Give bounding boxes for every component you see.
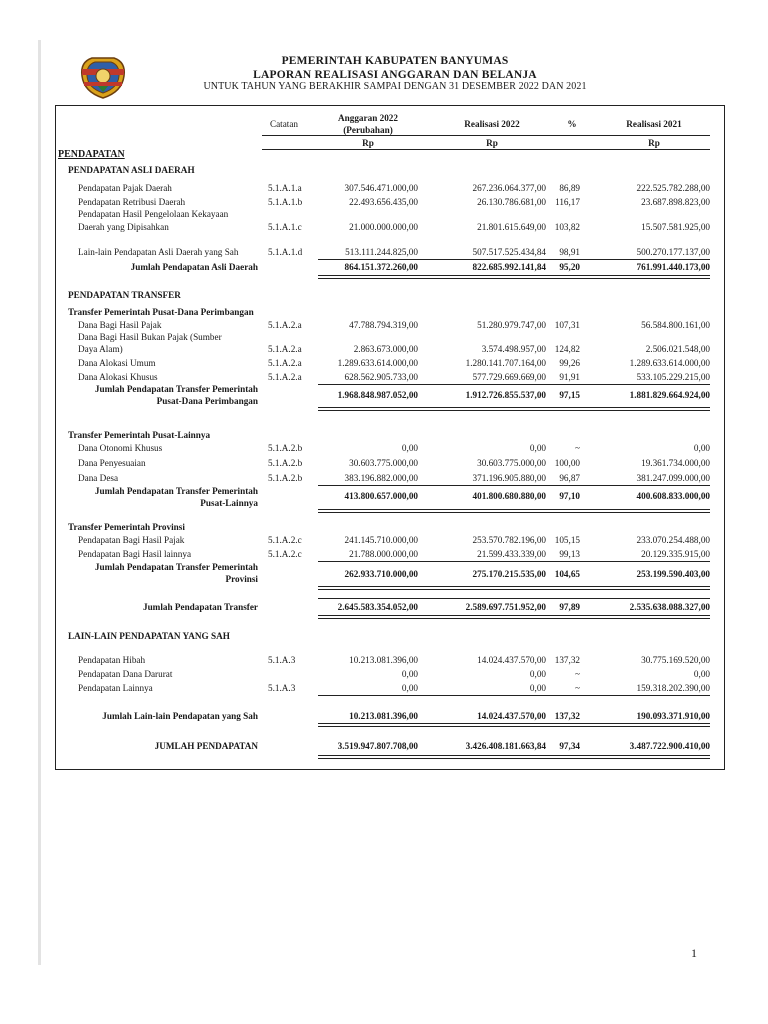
subtotal-label: Jumlah Pendapatan Transfer Pemerintah bbox=[94, 562, 258, 572]
row-realisasi-2022: 0,00 bbox=[529, 669, 546, 679]
header-report-title: LAPORAN REALISASI ANGGARAN DAN BELANJA bbox=[253, 69, 537, 81]
section-tp-provinsi: Transfer Pemerintah Provinsi bbox=[68, 522, 185, 532]
section-tp-lainnya: Transfer Pemerintah Pusat-Lainnya bbox=[68, 430, 211, 440]
subtotal-anggaran: 1.968.848.987.052,00 bbox=[337, 390, 418, 400]
subtotal-realisasi-2021: 190.093.371.910,00 bbox=[636, 711, 710, 721]
row-label: Pendapatan Hasil Pengelolaan Kekayaan bbox=[78, 209, 229, 219]
row-anggaran: 0,00 bbox=[401, 683, 418, 693]
row-label: Pendapatan Retribusi Daerah bbox=[78, 197, 186, 207]
row-percent: 86,89 bbox=[559, 183, 580, 193]
row-anggaran: 0,00 bbox=[401, 443, 418, 453]
subtotal-percent: 97,10 bbox=[559, 491, 580, 501]
row-realisasi-2022: 507.517.525.434,84 bbox=[472, 247, 546, 257]
row-realisasi-2021: 56.584.800.161,00 bbox=[641, 320, 710, 330]
subtotal-rule bbox=[318, 561, 710, 562]
subtotal-realisasi-2022: 822.685.992.141,84 bbox=[472, 262, 546, 272]
row-realisasi-2022: 3.574.498.957,00 bbox=[481, 344, 546, 354]
row-label: Dana Bagi Hasil Bukan Pajak (Sumber bbox=[78, 332, 222, 342]
subtotal-anggaran: 413.800.657.000,00 bbox=[344, 491, 418, 501]
section-pad: PENDAPATAN ASLI DAERAH bbox=[68, 165, 195, 175]
row-percent: 99,13 bbox=[559, 549, 580, 559]
total-transfer-realisasi-2022: 2.589.697.751.952,00 bbox=[465, 602, 546, 612]
grand-total-realisasi-2022: 3.426.408.181.663,84 bbox=[465, 741, 546, 751]
row-percent: ~ bbox=[575, 669, 580, 679]
subtotal-realisasi-2021: 1.881.829.664.924,00 bbox=[629, 390, 710, 400]
row-percent: 96,87 bbox=[559, 473, 580, 483]
col-header-catatan: Catatan bbox=[269, 119, 299, 129]
subtotal-double-rule bbox=[318, 275, 710, 279]
row-note: 5.1.A.2.c bbox=[268, 535, 302, 545]
subtotal-label: Jumlah Lain-lain Pendapatan yang Sah bbox=[102, 711, 258, 721]
col-header-realisasi-2021: Realisasi 2021 bbox=[626, 119, 682, 129]
col-unit-realisasi-2022: Rp bbox=[486, 138, 498, 148]
row-percent: 107,31 bbox=[554, 320, 580, 330]
row-realisasi-2021: 500.270.177.137,00 bbox=[636, 247, 710, 257]
row-percent: 99,26 bbox=[559, 358, 580, 368]
row-realisasi-2021: 20.129.335.915,00 bbox=[641, 549, 710, 559]
subtotal-anggaran: 262.933.710.000,00 bbox=[344, 569, 418, 579]
row-realisasi-2021: 233.070.254.488,00 bbox=[636, 535, 710, 545]
row-note: 5.1.A.2.a bbox=[268, 358, 302, 368]
row-label: Pendapatan Hibah bbox=[78, 655, 146, 665]
subtotal-percent: 104,65 bbox=[554, 569, 580, 579]
row-note: 5.1.A.2.c bbox=[268, 549, 302, 559]
subtotal-double-rule bbox=[318, 586, 710, 590]
section-tp-perimbangan: Transfer Pemerintah Pusat-Dana Perimbangan bbox=[68, 307, 254, 317]
row-realisasi-2022: 577.729.669.669,00 bbox=[472, 372, 546, 382]
row-anggaran: 22.493.656.435,00 bbox=[349, 197, 418, 207]
total-transfer-percent: 97,89 bbox=[559, 602, 580, 612]
subtotal-label: Jumlah Pendapatan Asli Daerah bbox=[130, 262, 258, 272]
header-rule-bottom bbox=[262, 149, 710, 150]
total-transfer-label: Jumlah Pendapatan Transfer bbox=[142, 602, 258, 612]
subtotal-rule bbox=[318, 259, 710, 260]
row-realisasi-2022: 14.024.437.570,00 bbox=[477, 655, 546, 665]
row-realisasi-2021: 222.525.782.288,00 bbox=[636, 183, 710, 193]
row-note: 5.1.A.2.b bbox=[268, 473, 303, 483]
row-realisasi-2022: 21.801.615.649,00 bbox=[477, 222, 546, 232]
subtotal-label-cont: Provinsi bbox=[225, 574, 258, 584]
subtotal-realisasi-2022: 275.170.215.535,00 bbox=[472, 569, 546, 579]
row-realisasi-2021: 15.507.581.925,00 bbox=[641, 222, 710, 232]
subtotal-label-cont: Pusat-Lainnya bbox=[200, 498, 258, 508]
row-percent: 98,91 bbox=[559, 247, 580, 257]
col-unit-realisasi-2021: Rp bbox=[648, 138, 660, 148]
subtotal-percent: 97,15 bbox=[559, 390, 580, 400]
subtotal-label: Jumlah Pendapatan Transfer Pemerintah bbox=[94, 384, 258, 394]
row-realisasi-2022: 0,00 bbox=[529, 443, 546, 453]
subtotal-realisasi-2021: 253.199.590.403,00 bbox=[636, 569, 710, 579]
row-percent: 100,00 bbox=[554, 458, 580, 468]
row-label: Pendapatan Bagi Hasil Pajak bbox=[78, 535, 185, 545]
row-realisasi-2021: 1.289.633.614.000,00 bbox=[629, 358, 710, 368]
row-anggaran: 30.603.775.000,00 bbox=[349, 458, 418, 468]
subtotal-realisasi-2021: 400.608.833.000,00 bbox=[636, 491, 710, 501]
header-government: PEMERINTAH KABUPATEN BANYUMAS bbox=[281, 55, 509, 67]
row-label: Dana Penyesuaian bbox=[78, 458, 146, 468]
row-anggaran: 21.788.000.000,00 bbox=[349, 549, 418, 559]
row-note: 5.1.A.2.a bbox=[268, 344, 302, 354]
row-note: 5.1.A.1.d bbox=[268, 247, 303, 257]
col-header-percent: % bbox=[567, 119, 577, 129]
header-period: UNTUK TAHUN YANG BERAKHIR SAMPAI DENGAN 31 DESEMBER 2022 DAN 2021 bbox=[203, 81, 587, 92]
row-anggaran: 0,00 bbox=[401, 669, 418, 679]
grand-total-label: JUMLAH PENDAPATAN bbox=[154, 741, 258, 751]
col-unit-anggaran: Rp bbox=[362, 138, 374, 148]
col-header-realisasi-2022: Realisasi 2022 bbox=[464, 119, 520, 129]
row-label: Pendapatan Pajak Daerah bbox=[78, 183, 172, 193]
row-realisasi-2021: 533.105.229.215,00 bbox=[636, 372, 710, 382]
row-realisasi-2022: 371.196.905.880,00 bbox=[472, 473, 546, 483]
row-label: Pendapatan Dana Darurat bbox=[78, 669, 173, 679]
scan-edge bbox=[38, 40, 41, 965]
subtotal-realisasi-2021: 761.991.440.173,00 bbox=[636, 262, 710, 272]
row-anggaran: 307.546.471.000,00 bbox=[344, 183, 418, 193]
row-label: Dana Alokasi Umum bbox=[78, 358, 156, 368]
subtotal-rule bbox=[318, 695, 710, 696]
row-percent: 137,32 bbox=[554, 655, 580, 665]
col-header-anggaran-sub: (Perubahan) bbox=[343, 125, 393, 135]
row-label-cont: Daerah yang Dipisahkan bbox=[78, 222, 169, 232]
grand-total-realisasi-2021: 3.487.722.900.410,00 bbox=[629, 741, 710, 751]
row-anggaran: 513.111.244.825,00 bbox=[345, 247, 418, 257]
total-transfer-realisasi-2021: 2.535.638.088.327,00 bbox=[629, 602, 710, 612]
banyumas-regency-emblem-icon bbox=[78, 52, 128, 100]
row-label: Dana Otonomi Khusus bbox=[78, 443, 163, 453]
row-percent: 105,15 bbox=[554, 535, 580, 545]
row-note: 5.1.A.2.b bbox=[268, 458, 303, 468]
row-note: 5.1.A.1.b bbox=[268, 197, 303, 207]
header-rule-top bbox=[262, 135, 710, 136]
section-lain: LAIN-LAIN PENDAPATAN YANG SAH bbox=[68, 631, 230, 641]
row-anggaran: 383.196.882.000,00 bbox=[344, 473, 418, 483]
row-percent: 116,17 bbox=[555, 197, 580, 207]
row-anggaran: 2.863.673.000,00 bbox=[353, 344, 418, 354]
subtotal-percent: 95,20 bbox=[559, 262, 580, 272]
subtotal-double-rule bbox=[318, 723, 710, 727]
row-note: 5.1.A.3 bbox=[268, 655, 296, 665]
grand-total-double-rule bbox=[318, 755, 710, 759]
subtotal-rule bbox=[318, 384, 710, 385]
row-realisasi-2022: 26.130.786.681,00 bbox=[477, 197, 546, 207]
col-header-anggaran: Anggaran 2022 bbox=[338, 113, 398, 123]
row-realisasi-2021: 2.506.021.548,00 bbox=[645, 344, 710, 354]
row-realisasi-2022: 1.280.141.707.164,00 bbox=[465, 358, 546, 368]
row-realisasi-2022: 0,00 bbox=[529, 683, 546, 693]
subtotal-double-rule bbox=[318, 509, 710, 513]
subtotal-realisasi-2022: 401.800.680.880,00 bbox=[472, 491, 546, 501]
row-anggaran: 1.289.633.614.000,00 bbox=[337, 358, 418, 368]
row-realisasi-2021: 159.318.202.390,00 bbox=[636, 683, 710, 693]
row-realisasi-2022: 51.280.979.747,00 bbox=[477, 320, 546, 330]
row-note: 5.1.A.2.b bbox=[268, 443, 303, 453]
grand-total-anggaran: 3.519.947.807.708,00 bbox=[337, 741, 418, 751]
row-realisasi-2021: 0,00 bbox=[693, 669, 710, 679]
row-realisasi-2021: 0,00 bbox=[693, 443, 710, 453]
row-note: 5.1.A.3 bbox=[268, 683, 296, 693]
total-rule bbox=[318, 598, 710, 599]
subtotal-label: Jumlah Pendapatan Transfer Pemerintah bbox=[94, 486, 258, 496]
subtotal-realisasi-2022: 1.912.726.855.537,00 bbox=[465, 390, 546, 400]
row-anggaran: 10.213.081.396,00 bbox=[349, 655, 418, 665]
total-transfer-anggaran: 2.645.583.354.052,00 bbox=[337, 602, 418, 612]
grand-total-percent: 97,34 bbox=[559, 741, 580, 751]
row-note: 5.1.A.2.a bbox=[268, 372, 302, 382]
row-percent: 124,82 bbox=[554, 344, 580, 354]
row-label: Pendapatan Lainnya bbox=[78, 683, 153, 693]
row-realisasi-2022: 253.570.782.196,00 bbox=[472, 535, 546, 545]
row-percent: ~ bbox=[575, 443, 580, 453]
row-realisasi-2022: 21.599.433.339,00 bbox=[477, 549, 546, 559]
row-anggaran: 241.145.710.000,00 bbox=[344, 535, 418, 545]
row-anggaran: 21.000.000.000,00 bbox=[349, 222, 418, 232]
row-realisasi-2021: 381.247.099.000,00 bbox=[636, 473, 710, 483]
subtotal-double-rule bbox=[318, 407, 710, 411]
section-pendapatan: PENDAPATAN bbox=[58, 149, 125, 160]
subtotal-percent: 137,32 bbox=[554, 711, 580, 721]
row-note: 5.1.A.2.a bbox=[268, 320, 302, 330]
subtotal-rule bbox=[318, 485, 710, 486]
subtotal-anggaran: 10.213.081.396,00 bbox=[349, 711, 418, 721]
subtotal-label-cont: Pusat-Dana Perimbangan bbox=[156, 396, 258, 406]
row-label: Lain-lain Pendapatan Asli Daerah yang Sah bbox=[78, 247, 239, 257]
row-percent: 103,82 bbox=[554, 222, 580, 232]
page-number: 1 bbox=[691, 946, 697, 960]
row-note: 5.1.A.1.c bbox=[268, 222, 302, 232]
row-realisasi-2022: 30.603.775.000,00 bbox=[477, 458, 546, 468]
row-percent: 91,91 bbox=[559, 372, 580, 382]
subtotal-realisasi-2022: 14.024.437.570,00 bbox=[477, 711, 546, 721]
total-double-rule bbox=[318, 615, 710, 619]
row-label: Dana Bagi Hasil Pajak bbox=[78, 320, 162, 330]
row-label: Dana Desa bbox=[78, 473, 119, 483]
row-percent: ~ bbox=[575, 683, 580, 693]
row-realisasi-2021: 19.361.734.000,00 bbox=[641, 458, 710, 468]
row-realisasi-2021: 30.775.169.520,00 bbox=[641, 655, 710, 665]
section-transfer: PENDAPATAN TRANSFER bbox=[68, 290, 181, 300]
row-anggaran: 628.562.905.733,00 bbox=[344, 372, 418, 382]
subtotal-anggaran: 864.151.372.260,00 bbox=[344, 262, 418, 272]
row-anggaran: 47.788.794.319,00 bbox=[349, 320, 418, 330]
row-label: Dana Alokasi Khusus bbox=[78, 372, 158, 382]
row-note: 5.1.A.1.a bbox=[268, 183, 302, 193]
row-label: Pendapatan Bagi Hasil lainnya bbox=[78, 549, 192, 559]
row-realisasi-2021: 23.687.898.823,00 bbox=[641, 197, 710, 207]
row-realisasi-2022: 267.236.064.377,00 bbox=[472, 183, 546, 193]
row-label-cont: Daya Alam) bbox=[78, 344, 123, 354]
